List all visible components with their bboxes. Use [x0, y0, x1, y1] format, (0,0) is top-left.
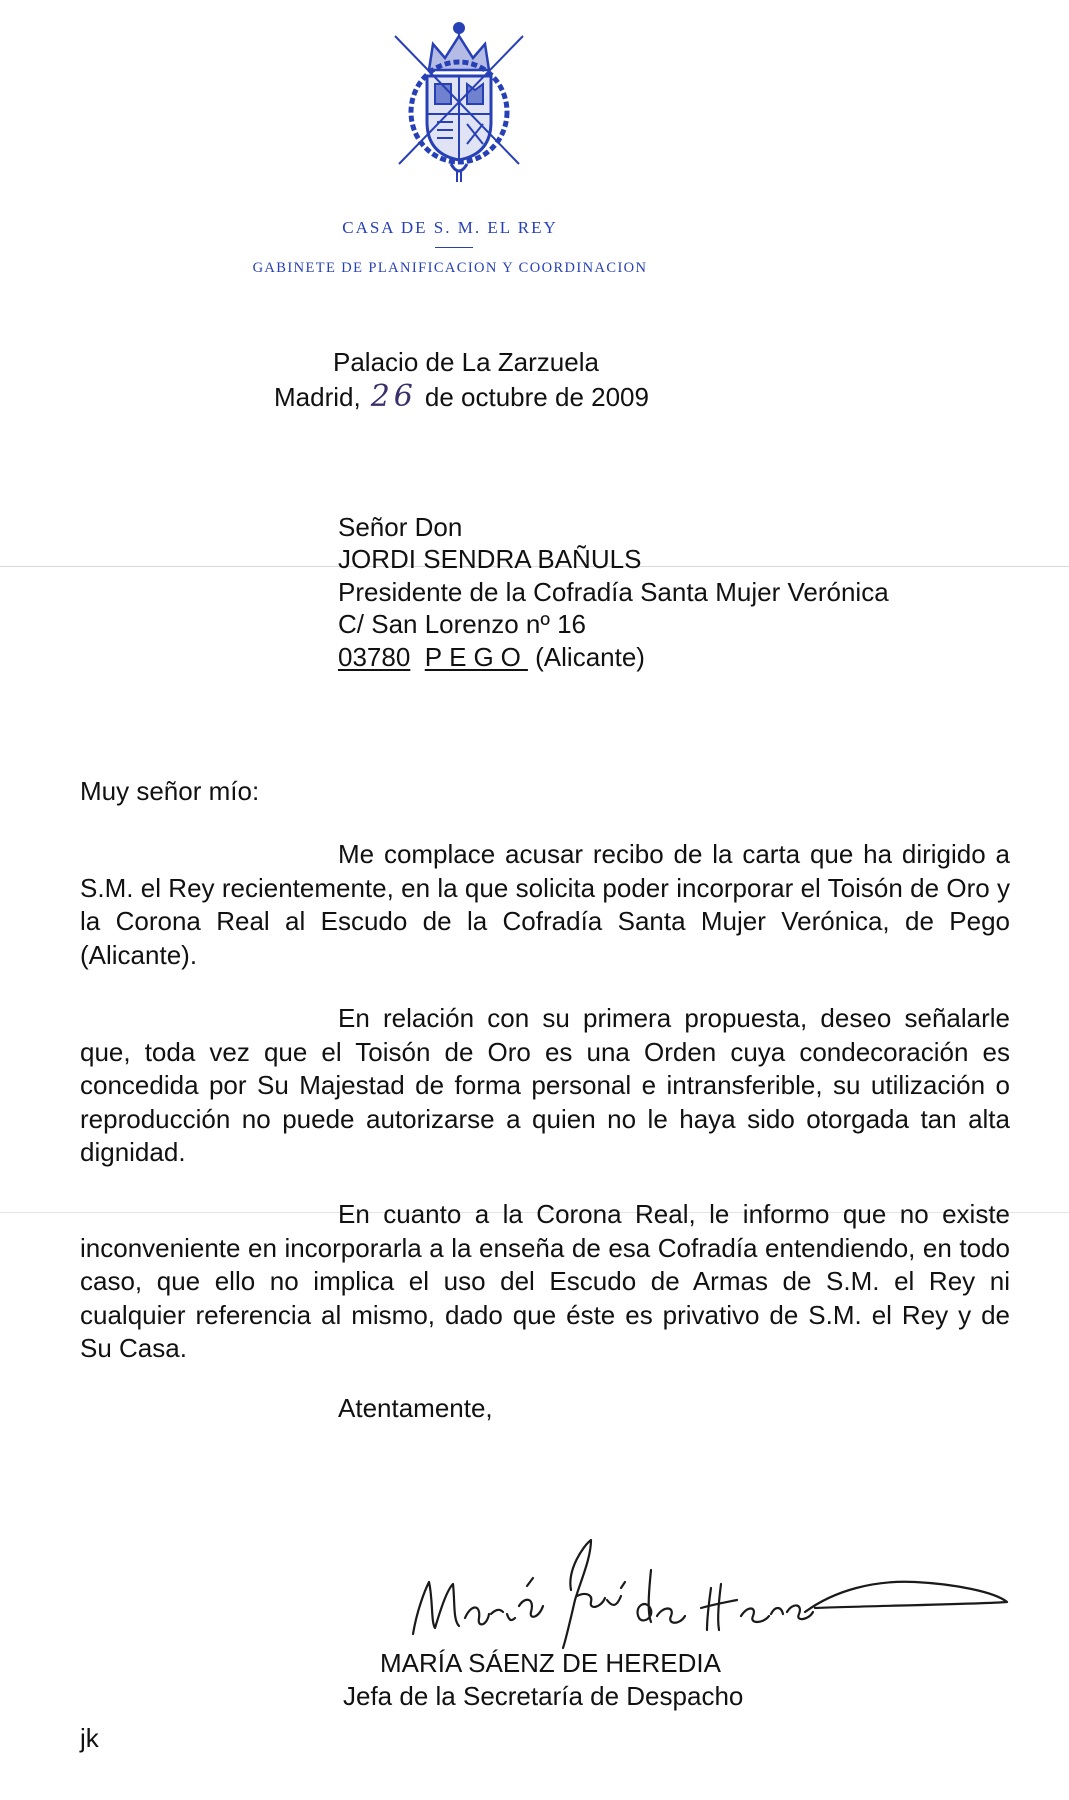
- date-day-handwritten: 26: [370, 379, 417, 414]
- royal-coat-of-arms-icon: [377, 14, 541, 186]
- closing: Atentamente,: [338, 1393, 493, 1423]
- letterhead-department: GABINETE DE PLANIFICACION Y COORDINACION: [252, 260, 648, 276]
- recipient-street: C/ San Lorenzo nº 16: [338, 609, 586, 639]
- body-paragraph: Me complace acusar recibo de la carta que ha dirigido a S.M. el Rey recientemente, en la que solicita poder incorporar el Toisón de Oro y la Corona Real al Escudo de la Cofradía Santa Mujer Verónica, de Pego (Alicante).: [80, 839, 1010, 970]
- letterhead-divider: [435, 247, 473, 248]
- recipient-town-line: [338, 641, 645, 674]
- date-rest: de octubre de 2009: [424, 382, 649, 412]
- recipient-name: JORDI SENDRA BAÑULS: [338, 544, 642, 574]
- body-paragraph: En cuanto a la Corona Real, le informo que no existe inconveniente en incorporarla a la enseña de esa Cofradía entendiendo, en todo caso, que ello no implica el uso del Escudo de Armas de S.M. el Rey ni cualquier referencia al mismo, dado que éste es privativo de S.M. el Rey y de Su Casa.: [80, 1199, 1010, 1363]
- recipient-position: Presidente de la Cofradía Santa Mujer Verónica: [338, 577, 889, 607]
- date-city: Madrid,: [274, 382, 361, 412]
- sender-place: Palacio de La Zarzuela: [333, 347, 599, 377]
- signer-name: MARÍA SÁENZ DE HEREDIA: [380, 1648, 721, 1678]
- handwritten-signature: [395, 1530, 1015, 1650]
- recipient-postal-code: 03780: [338, 642, 411, 672]
- date-line: [274, 380, 649, 414]
- letterhead-institution: CASA DE S. M. EL REY: [342, 218, 558, 237]
- recipient-town: PEGO: [424, 642, 528, 672]
- body-paragraph: En relación con su primera propuesta, deseo señalarle que, toda vez que el Toisón de Oro es una Orden cuya condecoración es concedida por Su Majestad de forma personal e intransferible, su utilización o reproducción no puede autorizarse a quien no le haya sido otorgada tan alta dignidad.: [80, 1003, 1010, 1167]
- reference-initials: jk: [80, 1723, 99, 1753]
- recipient-province: (Alicante): [535, 642, 645, 672]
- signer-title: Jefa de la Secretaría de Despacho: [343, 1681, 744, 1711]
- recipient-title: Señor Don: [338, 512, 463, 542]
- greeting: Muy señor mío:: [80, 776, 260, 806]
